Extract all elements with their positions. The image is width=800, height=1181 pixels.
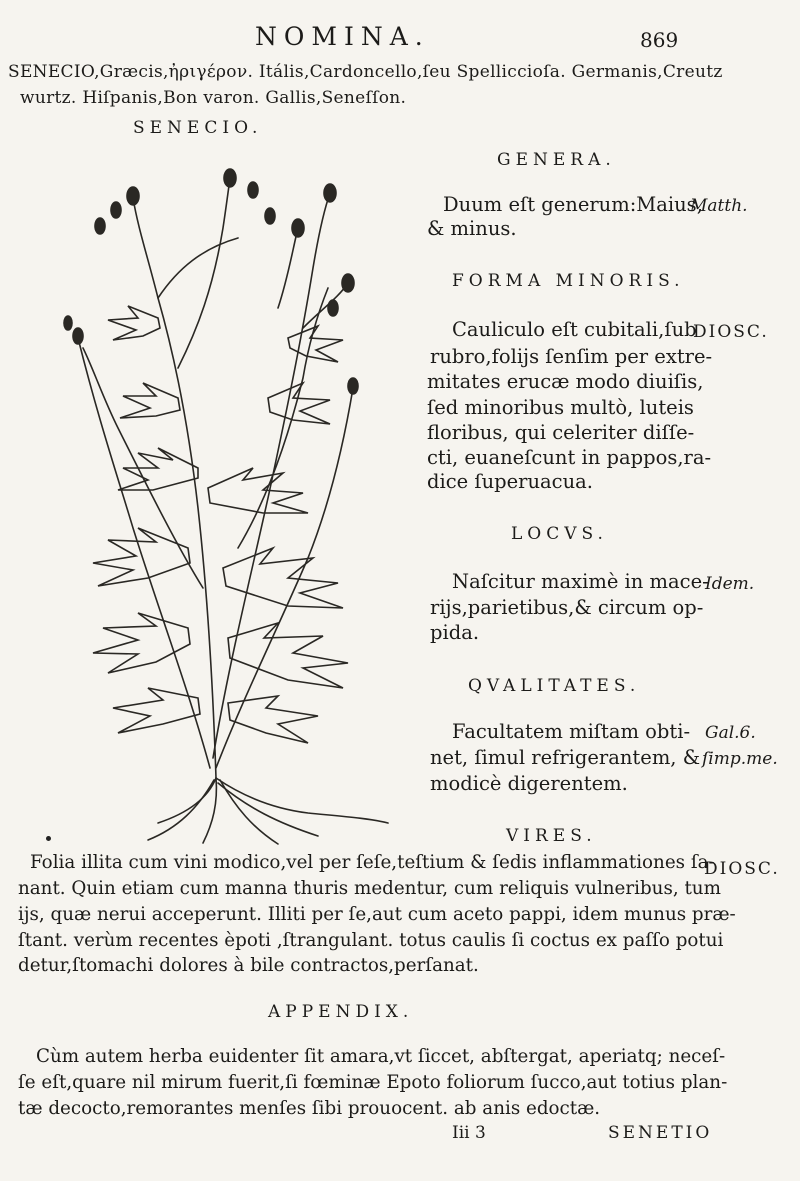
locus-title: LOCVS. bbox=[511, 524, 608, 544]
forma-line-3: mitates erucæ modo diuiſis, bbox=[427, 370, 704, 393]
genera-margin-note: Matth. bbox=[690, 196, 748, 216]
qualitates-margin-note-2: ſimp.me. bbox=[702, 749, 778, 769]
qualitates-line-1: Facultatem miſtam obti- bbox=[452, 720, 691, 743]
page-number: 869 bbox=[640, 28, 679, 52]
appendix-title: APPENDIX. bbox=[268, 1002, 414, 1022]
qualitates-title: QVALITATES. bbox=[468, 676, 641, 696]
printer-dot bbox=[46, 836, 51, 841]
locus-margin-note: Idem. bbox=[705, 574, 755, 594]
catchword: SENETIO bbox=[608, 1123, 713, 1143]
vires-line-1: Folia illita cum vini modico,vel per ſeſe,teſtium & ſedis inflammationes ſa- bbox=[30, 852, 715, 873]
genera-line-2: & minus. bbox=[427, 217, 517, 240]
vires-margin-note: DIOSC. bbox=[704, 859, 780, 879]
vires-title: VIRES. bbox=[506, 826, 597, 846]
names-line-1: SENECIO,Græcis,ἠριγέρον. Itális,Cardoncello,ſeu Spelliccioſa. Germanis,Creutz bbox=[8, 62, 723, 82]
genera-line-1: Duum eſt generum:Maius, bbox=[443, 193, 703, 216]
plant-label: SENECIO. bbox=[133, 118, 263, 138]
signature-mark: Iii 3 bbox=[452, 1123, 486, 1143]
vires-line-3: ijs, quæ nerui acceperunt. Illiti per ſe,aut cum aceto pappi, idem munus præ- bbox=[18, 904, 736, 925]
appendix-line-1: Cùm autem herba euidenter ſit amara,vt ſiccet, abſtergat, aperiatq; neceſ- bbox=[36, 1046, 726, 1067]
qualitates-line-3: modicè digerentem. bbox=[430, 772, 628, 795]
forma-line-5: floribus, qui celeriter diſſe- bbox=[427, 421, 695, 444]
plant-woodcut-illustration bbox=[38, 168, 408, 848]
forma-line-4: ſed minoribus multò, luteis bbox=[427, 396, 694, 419]
forma-line-6: cti, euaneſcunt in pappos,ra- bbox=[427, 446, 712, 469]
vires-line-5: detur,ſtomachi dolores à bile contractos,perſanat. bbox=[18, 955, 479, 976]
appendix-line-2: ſe eſt,quare nil mirum fuerit,ſi fœminæ Epoto foliorum ſucco,aut totius plan- bbox=[18, 1072, 728, 1093]
names-line-2: wurtz. Hiſpanis,Bon varon. Gallis,Seneſſon. bbox=[20, 88, 407, 108]
forma-line-2: rubro,folijs ſenſim per extre- bbox=[430, 345, 713, 368]
qualitates-line-2: net, ſimul refrigerantem, & bbox=[430, 746, 701, 769]
locus-line-3: pida. bbox=[430, 621, 480, 644]
forma-line-7: dice ſuperuacua. bbox=[427, 470, 593, 493]
forma-title: FORMA MINORIS. bbox=[452, 271, 685, 291]
locus-line-1: Naſcitur maximè in mace- bbox=[452, 570, 709, 593]
genera-title: GENERA. bbox=[497, 150, 616, 170]
locus-line-2: rijs,parietibus,& circum op- bbox=[430, 596, 704, 619]
forma-line-1: Cauliculo eſt cubitali,ſub bbox=[452, 318, 697, 341]
qualitates-margin-note-1: Gal.6. bbox=[705, 723, 756, 743]
forma-margin-note: DIOSC. bbox=[693, 322, 769, 342]
vires-line-4: ſtant. verùm recentes èpoti ,ſtrangulant. totus caulis ſi coctus ex paſſo potui bbox=[18, 930, 724, 951]
running-title: NOMINA. bbox=[255, 22, 430, 51]
appendix-line-3: tæ decocto,remorantes menſes ſibi prouocent. ab anis edoctæ. bbox=[18, 1098, 601, 1119]
vires-line-2: nant. Quin etiam cum manna thuris medentur, cum reliquis vulneribus, tum bbox=[18, 878, 721, 899]
